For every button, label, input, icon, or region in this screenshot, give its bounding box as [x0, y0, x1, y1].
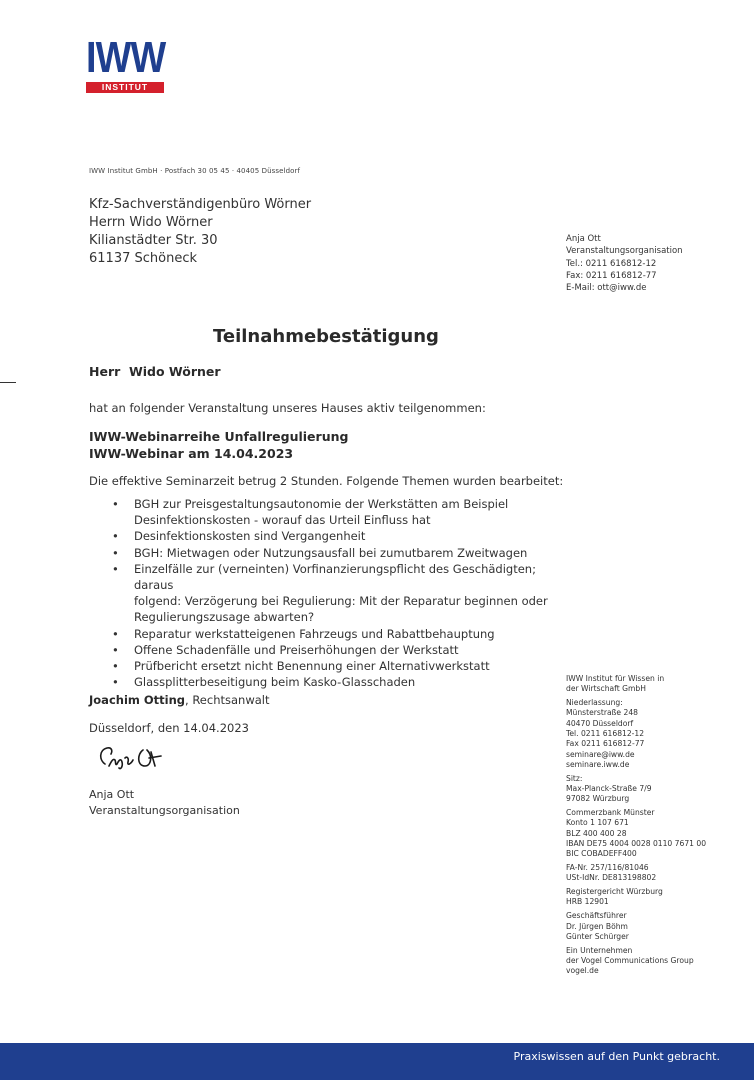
signer-block — [89, 787, 240, 819]
info-line: BLZ 400 400 28 — [566, 828, 627, 838]
group-membership — [566, 946, 706, 977]
participation-statement: hat an folgender Veranstaltung unseres Hauses aktiv teilgenommen: — [89, 401, 486, 415]
info-line: Geschäftsführer — [566, 911, 627, 921]
speaker — [89, 693, 269, 707]
topic-item: • Offene Schadenfälle und Preiserhöhungen der Werkstatt — [112, 642, 562, 658]
info-line: der Vogel Communications Group — [566, 955, 694, 965]
info-line: Münsterstraße 248 — [566, 708, 638, 718]
info-line: BIC COBADEFF400 — [566, 849, 637, 859]
info-line: seminare@iww.de — [566, 749, 635, 759]
info-line: seminare.iww.de — [566, 759, 630, 769]
info-line: Günter Schürger — [566, 931, 629, 941]
info-line: 40470 Düsseldorf — [566, 718, 634, 728]
event-title — [89, 428, 348, 462]
event-series: IWW-Webinarreihe Unfallregulierung — [89, 429, 349, 444]
logo-word: IWW — [86, 33, 166, 82]
speaker-role: , Rechtsanwalt — [185, 693, 270, 707]
info-line: Fax 0211 616812-77 — [566, 739, 645, 749]
info-line: Niederlassung: — [566, 698, 623, 708]
tax-group — [566, 863, 706, 884]
recipient-line: Kfz-Sachverständigenbüro Wörner — [89, 197, 312, 212]
signer-role: Veranstaltungsorganisation — [89, 804, 240, 817]
event-date: IWW-Webinar am 14.04.2023 — [89, 446, 294, 461]
iww-logo — [86, 33, 166, 93]
company-info — [566, 674, 706, 980]
info-line: Registergericht Würzburg — [566, 887, 663, 897]
participant-name: Herr Wido Wörner — [89, 364, 221, 379]
info-line: Ein Unternehmen — [566, 945, 633, 955]
info-line: Commerzbank Münster — [566, 808, 655, 818]
info-line: Max-Planck-Straße 7/9 — [566, 783, 652, 793]
document-title: Teilnahmebestätigung — [213, 326, 439, 347]
info-line: FA-Nr. 257/116/81046 — [566, 863, 649, 873]
info-line: IWW Institut für Wissen in — [566, 674, 665, 683]
topic-item: • Desinfektionskosten sind Vergangenheit — [112, 528, 562, 544]
info-line: HRB 12901 — [566, 897, 609, 907]
recipient-line: Herrn Wido Wörner — [89, 215, 213, 230]
info-line: 97082 Würzburg — [566, 794, 630, 804]
info-line: USt-IdNr. DE813198802 — [566, 873, 657, 883]
seat-group — [566, 774, 706, 805]
recipient-line: 61137 Schöneck — [89, 251, 197, 266]
signer-name: Anja Ott — [89, 788, 135, 801]
company-name-group — [566, 674, 706, 695]
place-date: Düsseldorf, den 14.04.2023 — [89, 721, 249, 735]
bank-group — [566, 808, 706, 859]
handwritten-signature — [95, 740, 175, 774]
topic-item: • Reparatur werkstatteigenen Fahrzeugs und Rabattbehauptung — [112, 626, 562, 642]
contact-line: Tel.: 0211 616812-12 — [566, 258, 657, 269]
contact-email: E-Mail: ott@iww.de — [566, 283, 647, 294]
info-line: IBAN DE75 4004 0028 0110 7671 00 — [566, 838, 707, 848]
fold-mark — [0, 382, 16, 383]
contact-line: Veranstaltungsorganisation — [566, 246, 683, 257]
topic-item: • Einzelfälle zur (verneinten) Vorfinanzierungspflicht des Geschädigten; daraus folgend: Verzögerung bei Regulierung: Mit der Reparatur beginnen oder Regulierungszusage abwarten? — [112, 561, 562, 626]
seminar-intro: Die effektive Seminarzeit betrug 2 Stunden. Folgende Themen wurden bearbeitet: — [89, 474, 564, 488]
topic-item: • Prüfbericht ersetzt nicht Benennung einer Alternativwerkstatt — [112, 658, 562, 674]
contact-block — [566, 233, 683, 294]
topic-list — [112, 496, 562, 690]
info-line: vogel.de — [566, 966, 599, 976]
info-line: Dr. Jürgen Böhm — [566, 921, 628, 931]
topic-item: • BGH zur Preisgestaltungsautonomie der Werkstätten am Beispiel Desinfektionskosten - worauf das Urteil Einfluss hat — [112, 496, 562, 528]
management-group — [566, 911, 706, 942]
info-line: der Wirtschaft GmbH — [566, 684, 646, 694]
sender-line: IWW Institut GmbH · Postfach 30 05 45 · 40405 Düsseldorf — [89, 167, 301, 175]
info-line: Konto 1 107 671 — [566, 818, 629, 828]
speaker-name: Joachim Otting — [89, 693, 186, 707]
topic-item: • Glassplitterbeseitigung beim Kasko-Glasschaden — [112, 674, 562, 690]
info-line: Tel. 0211 616812-12 — [566, 728, 645, 738]
logo-institut-bar: INSTITUT — [86, 82, 164, 93]
contact-line: Anja Ott — [566, 234, 601, 244]
info-line: Sitz: — [566, 773, 583, 783]
register-group — [566, 887, 706, 908]
recipient-line: Kilianstädter Str. 30 — [89, 233, 218, 248]
recipient-address — [89, 196, 311, 268]
footer-slogan: Praxiswissen auf den Punkt gebracht. — [513, 1050, 720, 1063]
branch-group — [566, 698, 706, 770]
contact-line: Fax: 0211 616812-77 — [566, 270, 657, 281]
topic-item: • BGH: Mietwagen oder Nutzungsausfall bei zumutbarem Zweitwagen — [112, 545, 562, 561]
